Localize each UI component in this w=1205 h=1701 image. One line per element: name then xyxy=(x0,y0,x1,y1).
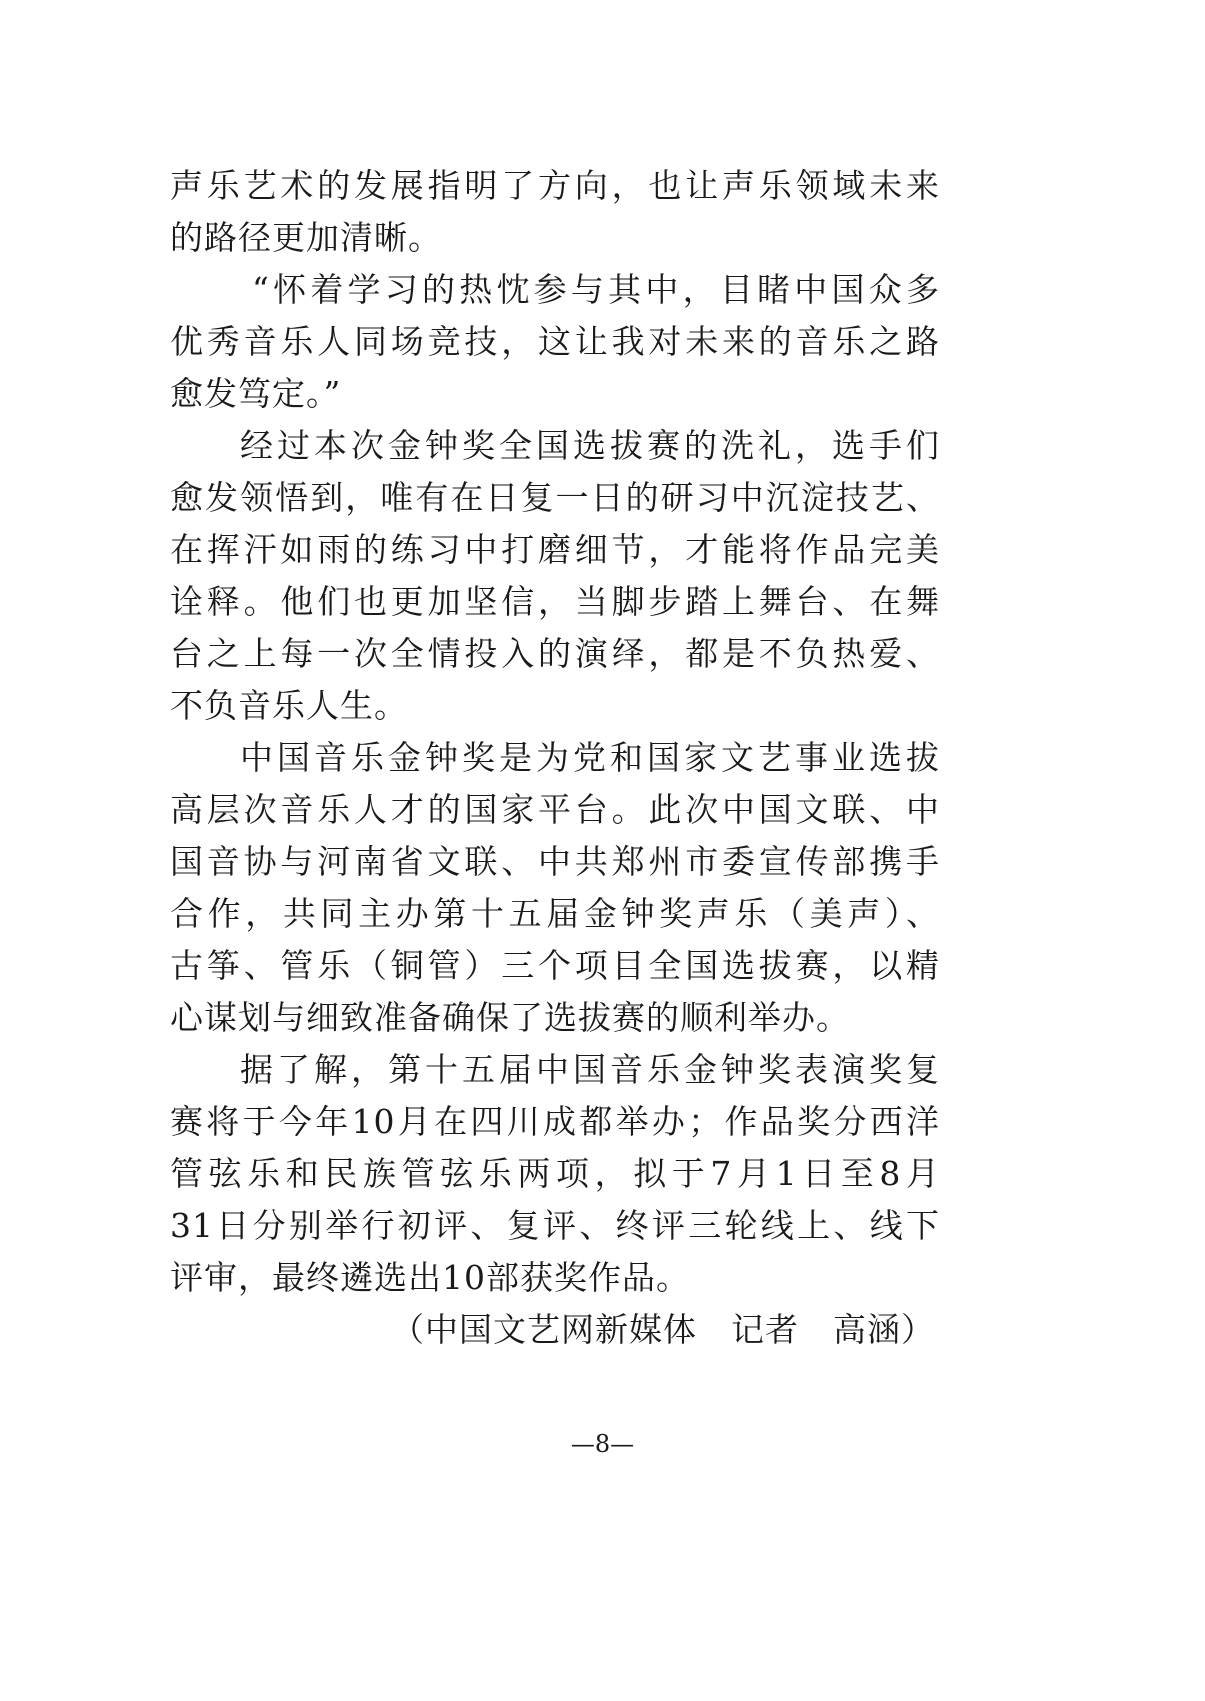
text-line: 愈发领悟到，唯有在日复一日的研习中沉淀技艺、 xyxy=(170,478,940,517)
paragraph xyxy=(170,1044,940,1304)
text-line: 诠释。他们也更加坚信，当脚步踏上舞台、在舞 xyxy=(170,582,940,621)
text-line: “怀着学习的热忱参与其中，目睹中国众多 xyxy=(252,270,940,309)
text-line: 管弦乐和民族管弦乐两项，拟于7月1日至8月 xyxy=(170,1154,940,1193)
paragraph xyxy=(170,160,940,264)
page-number: —8— xyxy=(570,1430,635,1458)
text-line: 高层次音乐人才的国家平台。此次中国文联、中 xyxy=(170,790,940,829)
text-line: 不负音乐人生。 xyxy=(170,686,408,725)
text-line: 心谋划与细致准备确保了选拔赛的顺利举办。 xyxy=(170,998,850,1037)
text-line: 31日分别举行初评、复评、终评三轮线上、线下 xyxy=(170,1206,940,1245)
article-body xyxy=(170,160,940,1356)
text-line: 古筝、管乐（铜管）三个项目全国选拔赛，以精 xyxy=(170,946,940,985)
text-line: 经过本次金钟奖全国选拔赛的洗礼，选手们 xyxy=(240,426,940,465)
text-line: 在挥汗如雨的练习中打磨细节，才能将作品完美 xyxy=(170,530,940,569)
paragraph xyxy=(170,732,940,1044)
text-line: 愈发笃定。” xyxy=(170,374,342,413)
text-line: 国音协与河南省文联、中共郑州市委宣传部携手 xyxy=(170,842,940,881)
text-line: 合作，共同主办第十五届金钟奖声乐（美声）、 xyxy=(170,894,940,933)
text-line: 声乐艺术的发展指明了方向，也让声乐领域未来 xyxy=(170,166,940,205)
text-line: 台之上每一次全情投入的演绎，都是不负热爱、 xyxy=(170,634,940,673)
article-source: （中国文艺网新媒体 记者 高涵） xyxy=(391,1310,935,1349)
text-line: 中国音乐金钟奖是为党和国家文艺事业选拔 xyxy=(240,738,940,777)
text-line: 据了解，第十五届中国音乐金钟奖表演奖复 xyxy=(240,1050,940,1089)
text-line: 赛将于今年10月在四川成都举办；作品奖分西洋 xyxy=(170,1102,940,1141)
text-line: 的路径更加清晰。 xyxy=(170,218,442,257)
paragraph xyxy=(170,420,940,732)
text-line: 评审，最终遴选出10部获奖作品。 xyxy=(170,1258,690,1297)
quote-paragraph xyxy=(170,264,940,420)
text-line: 优秀音乐人同场竞技，这让我对未来的音乐之路 xyxy=(170,322,940,361)
